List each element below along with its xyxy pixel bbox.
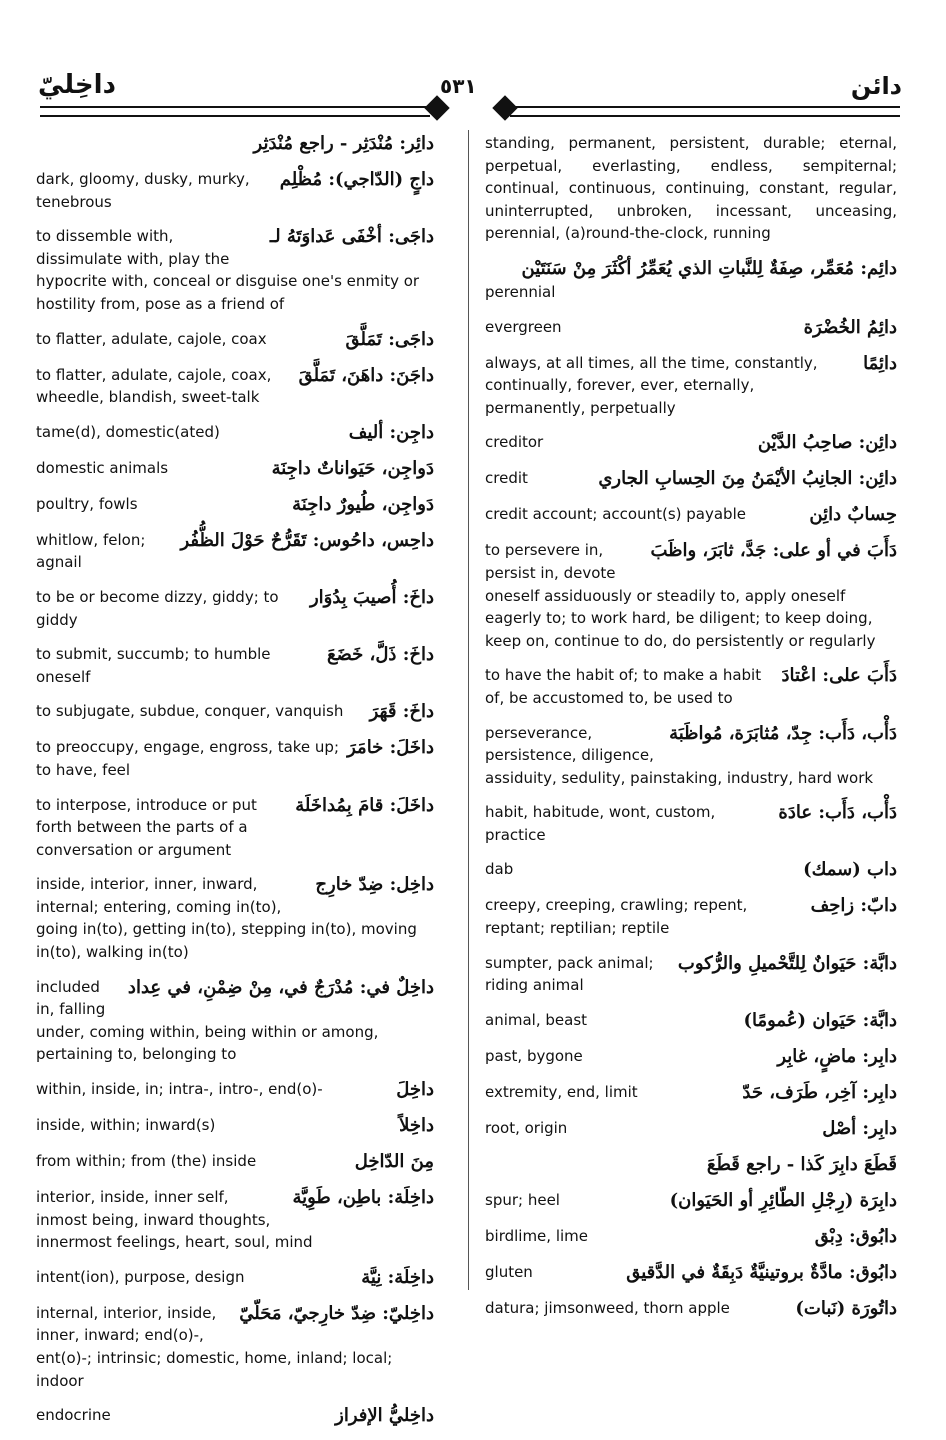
- dictionary-entry: [485, 316, 897, 340]
- arabic-headword: داخِلٌ في: مُدْرَجٌ في، مِنْ ضِمْنِ، في عِداد: [127, 976, 434, 998]
- english-definition: past, bygone: [485, 1046, 583, 1065]
- dictionary-entry: [36, 225, 434, 315]
- dictionary-entry: [36, 1150, 434, 1174]
- arabic-headword: داخَ: أُصيبَ بِدُوَار: [309, 586, 434, 608]
- column-divider: [468, 130, 469, 1290]
- arabic-headword: دابَّة: حَيَوانٌ لِلتَّحْميلِ والرُّكوب: [677, 952, 897, 974]
- dictionary-entry: [485, 858, 897, 882]
- arabic-headword: قَطَعَ دابِرَ كَذا - راجع قَطَعَ: [706, 1153, 897, 1175]
- arabic-headword: دابِرَة (رِجْلِ الطّائِرِ أو الحَيَوان): [669, 1189, 897, 1211]
- english-definition: intent(ion), purpose, design: [36, 1267, 245, 1286]
- dictionary-entry: [485, 467, 897, 491]
- dictionary-entry: [36, 586, 434, 631]
- english-definition: to flatter, adulate, cajole, coax: [36, 329, 267, 348]
- arabic-headword: داحِس، داحُوس: تَقَرُّحٌ حَوْلَ الظُّفُر: [180, 529, 434, 551]
- dictionary-entry: [36, 1186, 434, 1254]
- arabic-headword: دائِم: مُعَمِّر، صِفَةٌ لِلنَّباتِ الذي يُعَمِّرُ أكْثَرَ مِنْ سَنَتَيْن: [521, 257, 897, 279]
- page-number: ٥٣١: [440, 74, 477, 98]
- dictionary-entry: [485, 1081, 897, 1105]
- arabic-headword: مِنَ الدّاخِل: [354, 1151, 434, 1173]
- dictionary-entry: [36, 643, 434, 688]
- dictionary-entry: [36, 1266, 434, 1290]
- english-definition: whitlow, felon; agnail: [36, 530, 146, 572]
- dictionary-entry: [485, 431, 897, 455]
- dictionary-entry: [485, 1009, 897, 1033]
- arabic-headword: حِسابٌ دائِن: [809, 504, 897, 526]
- dictionary-entry: [36, 1078, 434, 1102]
- dictionary-entry: [485, 257, 897, 304]
- arabic-headword: داخَلَ: قامَ بِمُداخَلَة: [295, 794, 434, 816]
- dictionary-entry: [36, 529, 434, 574]
- left-column: [36, 132, 434, 1440]
- dictionary-entry: [485, 801, 897, 846]
- english-definition: to submit, succumb; to humble oneself: [36, 645, 271, 686]
- arabic-headword: دَأَبَ في أو على: جَدَّ، ثابَرَ، واظَبَ: [650, 540, 897, 562]
- dictionary-entry: [36, 364, 434, 409]
- english-definition: datura; jimsonweed, thorn apple: [485, 1298, 730, 1317]
- arabic-headword: دَواجِن، حَيَواناتٌ داجِنَة: [271, 457, 434, 479]
- dictionary-entry: [485, 1189, 897, 1213]
- english-definition: to preoccupy, engage, engross, take up; to have, feel: [36, 738, 340, 779]
- dictionary-entry: [485, 894, 897, 939]
- arabic-headword: دابِر: ماضٍ، غابِر: [777, 1045, 897, 1067]
- english-definition: credit account; account(s) payable: [485, 505, 746, 524]
- dictionary-entry: [36, 457, 434, 481]
- dictionary-entry: [485, 132, 897, 245]
- dictionary-entry: [36, 976, 434, 1066]
- dictionary-entry: [36, 421, 434, 445]
- arabic-headword: داتُورَة (نَبات): [795, 1297, 897, 1319]
- dictionary-entry: [36, 736, 434, 781]
- right-column: [485, 132, 897, 1333]
- arabic-headword: داخِليُّ الإفراز: [335, 1405, 434, 1427]
- arabic-headword: دابّ: زاحِف: [810, 895, 897, 917]
- header-rule-left: [40, 106, 430, 117]
- arabic-headword: دَأْب، دَأَب: عادَة: [778, 802, 897, 824]
- arabic-headword: داجَنَ: داهَنَ، تَمَلَّقَ: [298, 364, 434, 386]
- english-definition: poultry, fowls: [36, 494, 138, 513]
- dictionary-entry: [36, 493, 434, 517]
- arabic-headword: دَأْب، دَأَب: جِدّ، مُثابَرَة، مُواظَبَة: [669, 722, 897, 744]
- arabic-headword: داب (سمك): [803, 859, 897, 881]
- arabic-headword: داخِلَة: باطِن، طَوِيَّة: [292, 1187, 434, 1209]
- arabic-headword: داخَلَ: خامَرَ: [347, 737, 434, 759]
- dictionary-entry: [36, 1114, 434, 1138]
- english-definition: always, at all times, all the time, constantly, continually, forever, ever, eternally, permanently, perpetually: [485, 353, 818, 417]
- english-definition: sumpter, pack animal; riding animal: [485, 953, 654, 995]
- arabic-headword: دائِر: مُنْدَثِر - راجع مُنْدَثِر: [253, 133, 434, 154]
- english-definition: standing, permanent, persistent, durable; eternal, perpetual, everlasting, endless, sempiternal; continual, continuous, continuing, constant, regular, uninterrupted, unbroken, incessant, unceasing, perennial, (a)round-the-clock, running: [485, 134, 897, 243]
- arabic-headword: دابَّة: حَيَوان (عُمومًا): [743, 1009, 897, 1031]
- english-definition: credit: [485, 469, 528, 488]
- arabic-headword: دابُوق: دِبْق: [814, 1225, 897, 1247]
- english-definition: perseverance, persistence, diligence, assiduity, sedulity, painstaking, industry, hard work: [485, 723, 874, 787]
- arabic-headword: دائِن: الجانِبُ الأيْمَنُ مِنَ الحِسابِ الجاري: [598, 468, 897, 490]
- header-rule-right: [510, 106, 900, 117]
- dictionary-entry: [485, 952, 897, 997]
- english-definition: spur; heel: [485, 1190, 560, 1209]
- arabic-headword: داخَ: قَهَرَ: [369, 701, 434, 723]
- english-definition: to subjugate, subdue, conquer, vanquish: [36, 702, 344, 721]
- english-definition: internal, interior, inside, inner, inward; end(o)-, ent(o)-; intrinsic; domestic, home, inland; local; indoor: [36, 1303, 393, 1390]
- english-definition: birdlime, lime: [485, 1226, 589, 1245]
- english-definition: endocrine: [36, 1406, 111, 1425]
- english-definition: habit, habitude, wont, custom, practice: [485, 803, 716, 844]
- dictionary-entry: [485, 1117, 897, 1141]
- english-definition: included in, falling under, coming within, being within or among, pertaining to, belonging to: [36, 977, 379, 1064]
- arabic-headword: دائِن: صاحِبُ الدَّيْن: [757, 432, 897, 454]
- english-definition: to flatter, adulate, cajole, coax, wheedle, blandish, sweet-talk: [36, 365, 272, 407]
- english-definition: to dissemble with, dissimulate with, play the hypocrite with, conceal or disguise one's enmity or hostility from, pose as a friend of: [36, 227, 420, 313]
- english-definition: perennial: [485, 282, 556, 301]
- dictionary-entry: [36, 873, 434, 963]
- english-definition: to be or become dizzy, giddy; to giddy: [36, 587, 279, 629]
- english-definition: to persevere in, persist in, devote oneself assiduously or steadily to, apply oneself eagerly to; to work hard, be diligent; to keep doing, keep on, continue to do, do persistently or regularly: [485, 541, 876, 650]
- dictionary-entry: [485, 1297, 897, 1321]
- dictionary-entry: [36, 168, 434, 213]
- english-definition: root, origin: [485, 1118, 568, 1137]
- english-definition: to interpose, introduce or put forth between the parts of a conversation or argument: [36, 795, 257, 859]
- english-definition: within, inside, in; intra-, intro-, end(o)-: [36, 1080, 323, 1099]
- arabic-headword: داجٍ (الدّاجي): مُظْلِم: [279, 169, 434, 190]
- arabic-headword: داخِلاً: [399, 1115, 434, 1137]
- left-guide-word: داخِليّ: [38, 70, 116, 100]
- dictionary-entry: [36, 132, 434, 156]
- arabic-headword: داخِليّ: ضِدّ خارِجيّ، مَحَلّيّ: [239, 1302, 434, 1324]
- arabic-headword: دابِر: أصْل: [822, 1117, 897, 1139]
- english-definition: interior, inside, inner self, inmost being, inward thoughts, innermost feelings, heart, soul, mind: [36, 1188, 313, 1252]
- dictionary-entry: [36, 794, 434, 862]
- dictionary-entry: [36, 1302, 434, 1392]
- arabic-headword: دَأَبَ على: اعْتادَ: [781, 665, 897, 687]
- arabic-headword: دابُوق: مادَّةٌ بروتينيَّةٌ دَبِقَةٌ في الدَّقيق: [626, 1261, 897, 1283]
- dictionary-entry: [485, 1261, 897, 1285]
- right-guide-word: دائن: [850, 72, 902, 100]
- english-definition: gluten: [485, 1262, 533, 1281]
- arabic-headword: داجَى: أخْفَى عَداوَتَهُ لـ: [269, 226, 434, 248]
- arabic-headword: داخِل: ضِدّ خارِج: [315, 874, 434, 896]
- arabic-headword: داخَ: ذَلَّ، خَضَعَ: [326, 644, 434, 666]
- english-definition: creepy, creeping, crawling; repent, reptant; reptilian; reptile: [485, 896, 748, 938]
- dictionary-entry: [485, 1153, 897, 1177]
- english-definition: creditor: [485, 433, 544, 452]
- arabic-headword: داخِلَ: [396, 1079, 434, 1101]
- english-definition: dark, gloomy, dusky, murky, tenebrous: [36, 170, 250, 211]
- english-definition: animal, beast: [485, 1010, 588, 1029]
- dictionary-entry: [485, 352, 897, 420]
- english-definition: domestic animals: [36, 458, 169, 477]
- arabic-headword: داخِلَة: نِيَّة: [361, 1266, 434, 1288]
- arabic-headword: داجِن: أليف: [348, 421, 434, 443]
- dictionary-entry: [485, 1045, 897, 1069]
- english-definition: extremity, end, limit: [485, 1082, 638, 1101]
- english-definition: inside, interior, inner, inward, internal; entering, coming in(to), going in(to), getting in(to), stepping in(to), moving in(to), walking in(to): [36, 875, 417, 962]
- dictionary-entry: [485, 664, 897, 709]
- dictionary-entry: [485, 722, 897, 790]
- english-definition: from within; from (the) inside: [36, 1152, 257, 1171]
- arabic-headword: داجَى: تَمَلَّقَ: [345, 328, 434, 350]
- arabic-headword: دائِمًا: [863, 352, 897, 374]
- english-definition: tame(d), domestic(ated): [36, 422, 220, 441]
- english-definition: inside, within; inward(s): [36, 1116, 216, 1135]
- arabic-headword: دابِر: آخِر، طَرَف، حَدّ: [742, 1081, 897, 1103]
- english-definition: to have the habit of; to make a habit of, be accustomed to, be used to: [485, 666, 762, 707]
- dictionary-entry: [485, 503, 897, 527]
- arabic-headword: دَواجِن، طُيورٌ داجِنَة: [292, 493, 434, 515]
- page-header: [0, 0, 946, 130]
- dictionary-entry: [36, 700, 434, 724]
- dictionary-entry: [36, 1404, 434, 1428]
- dictionary-entry: [485, 539, 897, 652]
- english-definition: evergreen: [485, 317, 562, 336]
- dictionary-entry: [485, 1225, 897, 1249]
- arabic-headword: دائِمُ الخُضْرَة: [803, 316, 897, 338]
- dictionary-entry: [36, 328, 434, 352]
- english-definition: dab: [485, 860, 514, 879]
